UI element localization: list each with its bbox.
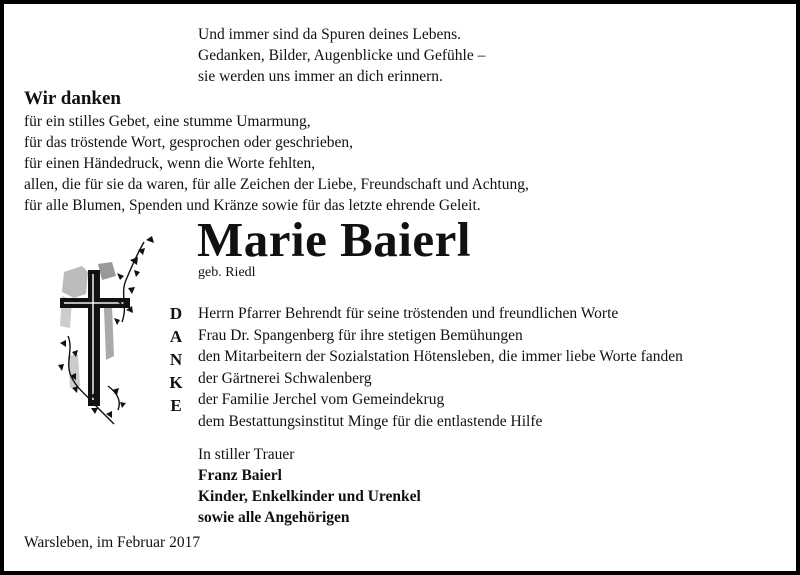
mourner-name: sowie alle Angehörigen bbox=[198, 509, 350, 526]
cross-with-ivy-icon bbox=[48, 236, 164, 426]
place-date: Warsleben, im Februar 2017 bbox=[24, 534, 201, 551]
danke-item: dem Bestattungsinstitut Minge für die entlastende Hilfe bbox=[198, 412, 543, 430]
thanks-line: für ein stilles Gebet, eine stumme Umarmung, bbox=[24, 113, 311, 130]
danke-letter: N bbox=[169, 350, 183, 369]
deceased-name: Marie Baierl bbox=[197, 212, 472, 267]
thanks-heading: Wir danken bbox=[24, 88, 121, 109]
thanks-line: für einen Händedruck, wenn die Worte fehlten, bbox=[24, 155, 316, 172]
birth-name: geb. Riedl bbox=[198, 265, 256, 280]
danke-item: den Mitarbeitern der Sozialstation Hötensleben, die immer liebe Worte fanden bbox=[198, 348, 683, 365]
thanks-line: allen, die für sie da waren, für alle Zeichen der Liebe, Freundschaft und Achtung, bbox=[24, 176, 529, 193]
danke-vertical bbox=[168, 302, 184, 417]
thanks-line: für das tröstende Wort, gesprochen oder geschrieben, bbox=[24, 134, 354, 151]
thanks-text bbox=[24, 111, 529, 216]
poem-line: sie werden uns immer an dich erinnern. bbox=[198, 68, 443, 85]
danke-letter: E bbox=[170, 396, 182, 415]
poem bbox=[198, 24, 485, 87]
danke-item: Herrn Pfarrer Behrendt für seine tröstenden und freundlichen Worte bbox=[198, 305, 619, 322]
danke-item: der Familie Jerchel vom Gemeindekrug bbox=[198, 391, 445, 408]
danke-letter: D bbox=[169, 304, 183, 323]
danke-letter: A bbox=[169, 327, 183, 346]
poem-line: Gedanken, Bilder, Augenblicke und Gefühle – bbox=[198, 47, 486, 64]
mourner-name: Franz Baierl bbox=[198, 467, 282, 484]
danke-letter: K bbox=[169, 373, 183, 392]
mourner-name: Kinder, Enkelkinder und Urenkel bbox=[198, 488, 421, 505]
mourning-intro: In stiller Trauer bbox=[198, 446, 295, 463]
danke-list bbox=[198, 303, 683, 432]
thanks-line: für alle Blumen, Spenden und Kränze sowie für das letzte ehrende Geleit. bbox=[24, 197, 481, 214]
danke-item: der Gärtnerei Schwalenberg bbox=[198, 369, 372, 387]
mourning-signature bbox=[198, 444, 421, 528]
danke-item: Frau Dr. Spangenberg für ihre stetigen Bemühungen bbox=[198, 326, 523, 344]
poem-line: Und immer sind da Spuren deines Lebens. bbox=[198, 26, 462, 43]
obituary-notice bbox=[4, 4, 796, 571]
